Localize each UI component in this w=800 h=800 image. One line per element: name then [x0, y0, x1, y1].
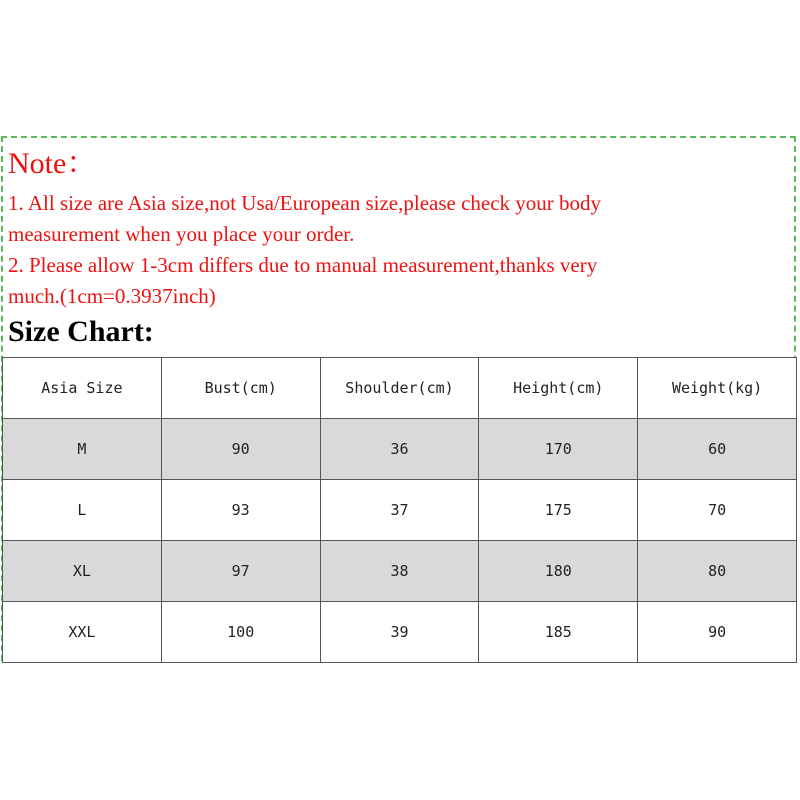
cell-bust: 100	[161, 602, 320, 663]
cell-weight: 60	[638, 419, 797, 480]
note-line-4: much.(1cm=0.3937inch)	[8, 284, 216, 308]
cell-shoulder: 37	[320, 480, 479, 541]
table-row	[3, 541, 797, 602]
note-line-3: 2. Please allow 1-3cm differs due to manual measurement,thanks very	[8, 253, 598, 277]
cell-height: 185	[479, 602, 638, 663]
note-line-1: 1. All size are Asia size,not Usa/European size,please check your body	[8, 191, 602, 215]
cell-weight: 80	[638, 541, 797, 602]
size-table	[2, 357, 797, 663]
cell-weight: 70	[638, 480, 797, 541]
cell-height: 170	[479, 419, 638, 480]
cell-size: M	[3, 419, 162, 480]
note-title: Note：	[8, 147, 97, 180]
table-row	[3, 602, 797, 663]
cell-bust: 90	[161, 419, 320, 480]
header-asia-size: Asia Size	[3, 358, 162, 419]
cell-height: 180	[479, 541, 638, 602]
header-shoulder: Shoulder(cm)	[320, 358, 479, 419]
cell-size: XL	[3, 541, 162, 602]
cell-shoulder: 38	[320, 541, 479, 602]
header-bust: Bust(cm)	[161, 358, 320, 419]
cell-bust: 97	[161, 541, 320, 602]
cell-shoulder: 36	[320, 419, 479, 480]
cell-shoulder: 39	[320, 602, 479, 663]
cell-size: L	[3, 480, 162, 541]
size-chart-title: Size Chart:	[8, 315, 154, 348]
note-line-2: measurement when you place your order.	[8, 222, 355, 246]
cell-size: XXL	[3, 602, 162, 663]
cell-bust: 93	[161, 480, 320, 541]
table-header-row	[3, 358, 797, 419]
cell-weight: 90	[638, 602, 797, 663]
header-height: Height(cm)	[479, 358, 638, 419]
cell-height: 175	[479, 480, 638, 541]
table-row	[3, 480, 797, 541]
header-weight: Weight(kg)	[638, 358, 797, 419]
table-row	[3, 419, 797, 480]
